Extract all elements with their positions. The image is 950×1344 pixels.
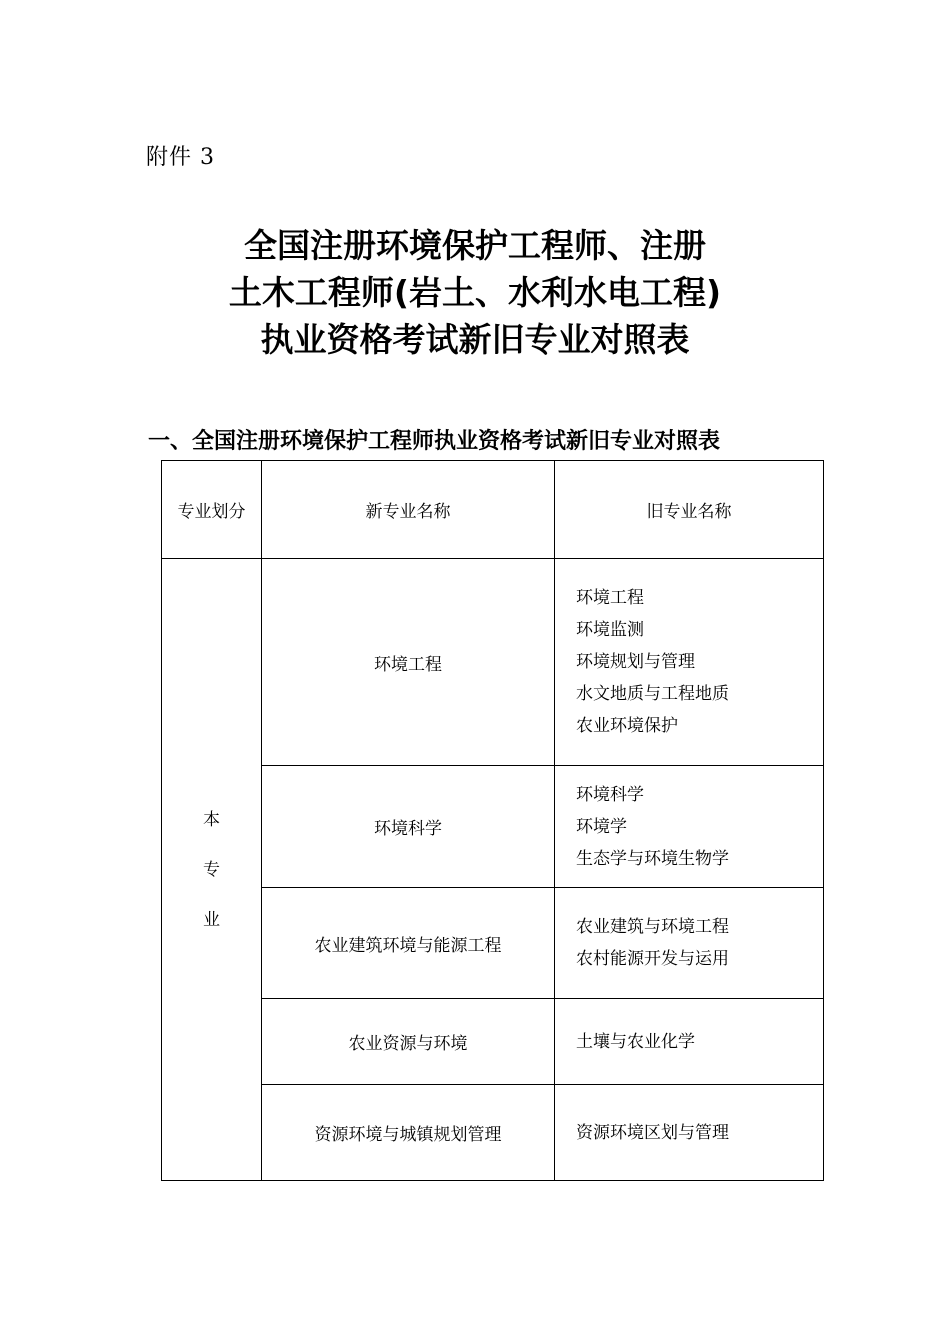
table-row <box>162 888 824 999</box>
section-heading: 一、全国注册环境保护工程师执业资格考试新旧专业对照表 <box>148 429 721 454</box>
new-major-cell: 环境工程 <box>262 559 555 766</box>
header-new-major: 新专业名称 <box>262 461 555 559</box>
old-major-item: 水文地质与工程地质 <box>576 684 729 704</box>
category-cell <box>162 559 262 1181</box>
new-major-cell: 环境科学 <box>262 766 555 888</box>
title-line-2: 土木工程师(岩土、水利水电工程) <box>228 273 722 312</box>
category-char: 本 <box>203 809 220 830</box>
table-row <box>162 766 824 888</box>
old-major-item: 农业建筑与环境工程 <box>576 917 729 937</box>
old-major-item: 环境工程 <box>576 588 644 608</box>
old-major-item: 土壤与农业化学 <box>576 1031 695 1052</box>
new-major-cell: 农业资源与环境 <box>262 999 555 1085</box>
old-major-cell <box>555 559 824 766</box>
major-comparison-table <box>161 460 824 1181</box>
old-major-item: 环境规划与管理 <box>576 652 695 672</box>
attachment-label: 附件 3 <box>146 145 215 170</box>
header-category: 专业划分 <box>162 461 262 559</box>
old-major-cell <box>555 888 824 999</box>
table-row <box>162 1085 824 1181</box>
title-line-3: 执业资格考试新旧专业对照表 <box>260 320 690 359</box>
new-major-cell: 农业建筑环境与能源工程 <box>262 888 555 999</box>
old-major-item: 农业环境保护 <box>576 716 678 736</box>
old-major-cell <box>555 766 824 888</box>
old-major-item: 生态学与环境生物学 <box>576 848 729 869</box>
table-row <box>162 559 824 766</box>
old-major-item: 环境监测 <box>576 620 644 640</box>
header-old-major: 旧专业名称 <box>555 461 824 559</box>
title-line-1: 全国注册环境保护工程师、注册 <box>244 226 706 265</box>
old-major-cell <box>555 1085 824 1181</box>
document-title <box>0 222 950 363</box>
old-major-item: 环境学 <box>576 816 627 837</box>
new-major-cell: 资源环境与城镇规划管理 <box>262 1085 555 1181</box>
old-major-cell <box>555 999 824 1085</box>
category-char: 专 <box>203 859 220 880</box>
table-header-row <box>162 461 824 559</box>
table-row <box>162 999 824 1085</box>
old-major-item: 农村能源开发与运用 <box>576 949 729 969</box>
old-major-item: 环境科学 <box>576 784 644 805</box>
old-major-item: 资源环境区划与管理 <box>576 1122 729 1143</box>
category-char: 业 <box>203 909 220 930</box>
